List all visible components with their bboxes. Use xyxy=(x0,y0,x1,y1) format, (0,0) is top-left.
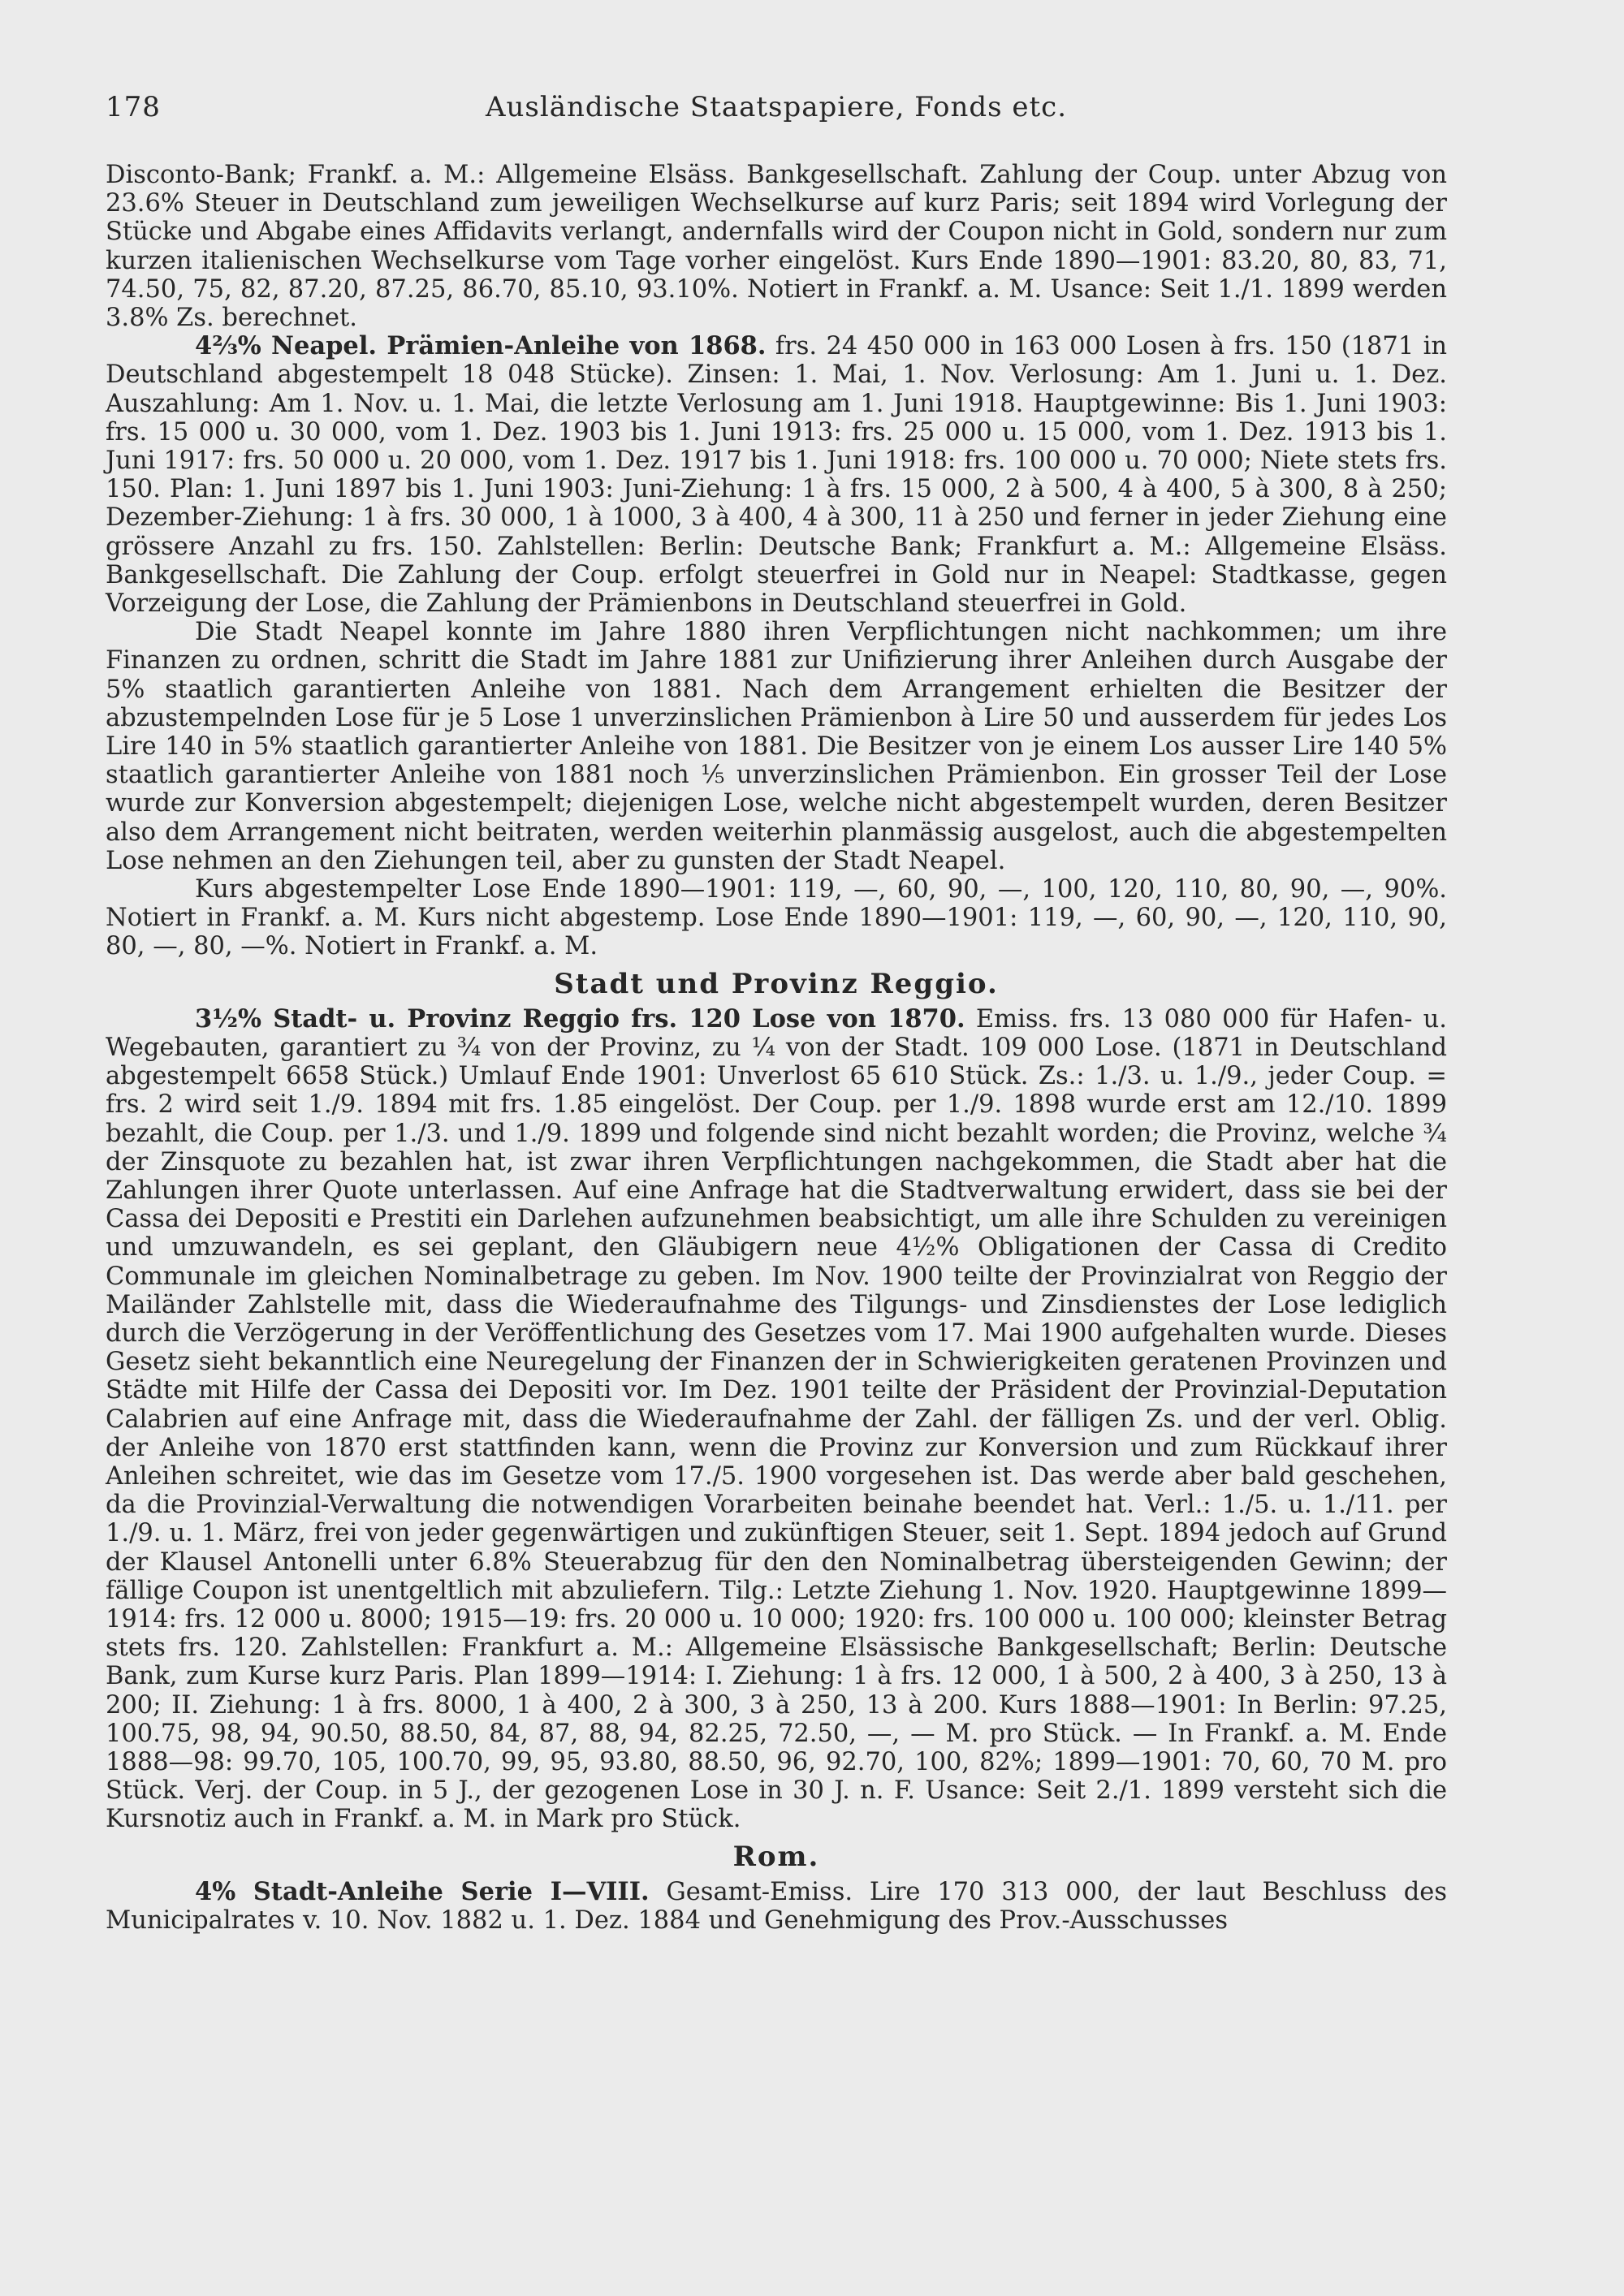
reggio-entry-title: 3½% Stadt- u. Provinz Reggio frs. 120 Lose von 1870. xyxy=(195,1003,965,1034)
rom-entry-text: Gesamt-Emiss. Lire 170 313 000, der laut Beschluss des Municipalrates v. 10. Nov. 1882 u. 1. Dez. 1884 und Genehmigung des Prov.-Ausschusses xyxy=(106,1877,1447,1935)
neapel-praemien-text: frs. 24 450 000 in 163 000 Losen à frs. 150 (1871 in Deutschland abgestempelt 18 048 Stücke). Zinsen: 1. Mai, 1. Nov. Verlosung: Am 1. Juni u. 1. Dez. Auszahlung: Am 1. Nov. u. 1. Mai, die letzte Verlosung am 1. Juni 1918. Hauptgewinne: Bis 1. Juni 1903: frs. 15 000 u. 30 000, vom 1. Dez. 1903 bis 1. Juni 1913: frs. 25 000 u. 15 000, vom 1. Dez. 1913 bis 1. Juni 1917: frs. 50 000 u. 20 000, vom 1. Dez. 1917 bis 1. Juni 1918: frs. 100 000 u. 70 000; Niete stets frs. 150. Plan: 1. Juni 1897 bis 1. Juni 1903: Juni-Ziehung: 1 à frs. 15 000, 2 à 500, 4 à 400, 5 à 300, 8 à 250; Dezember-Ziehung: 1 à frs. 30 000, 1 à 1000, 3 à 400, 4 à 300, 11 à 250 und ferner in jeder Ziehung eine grössere Anzahl zu frs. 150. Zahlstellen: Berlin: Deutsche Bank; Frankfurt a. M.: Allgemeine Elsäss. Bankgesellschaft. Die Zahlung der Coup. erfolgt steuerfrei in Gold nur in Neapel: Stadtkasse, gegen Vorzeigung der Lose, die Zahlung der Prämienbons in Deutschland steuerfrei in Gold. xyxy=(106,332,1448,619)
rom-section xyxy=(106,1878,1447,1935)
reggio-section xyxy=(106,1005,1447,1834)
neapel-section xyxy=(106,161,1447,961)
neapel-intro-paragraph: Disconto-Bank; Frankf. a. M.: Allgemeine Elsäss. Bankgesellschaft. Zahlung der Coup. unter Abzug von 23.6% Steuer in Deutschland zum jeweiligen Wechselkurse auf kurz Paris; seit 1894 wird Vorlegung der Stücke und Abgabe eines Affidavits verlangt, andernfalls wird der Coupon nicht in Gold, sondern nur zum kurzen italienischen Wechselkurse vom Tage vorher eingelöst. Kurs Ende 1890—1901: 83.20, 80, 83, 71, 74.50, 75, 82, 87.20, 87.25, 86.70, 85.10, 93.10%. Notiert in Frankf. a. M. Usance: Seit 1./1. 1899 werden 3.8% Zs. berechnet. xyxy=(106,161,1447,333)
reggio-entry-text: Emiss. frs. 13 080 000 für Hafen- u. Wegebauten, garantiert zu ¾ von der Provinz, zu ¼ von der Stadt. 109 000 Lose. (1871 in Deutschland abgestempelt 6658 Stück.) Umlauf Ende 1901: Unverlost 65 610 Stück. Zs.: 1./3. u. 1./9., jeder Coup. = frs. 2 wird seit 1./9. 1894 mit frs. 1.85 eingelöst. Der Coup. per 1./9. 1898 wurde erst am 12./10. 1899 bezahlt, die Coup. per 1./3. und 1./9. 1899 und folgende sind nicht bezahlt worden; die Provinz, welche ¾ der Zinsquote zu bezahlen hat, ist zwar ihren Verpflichtungen nachgekommen, die Stadt aber hat die Zahlungen ihrer Quote unterlassen. Auf eine Anfrage hat die Stadtverwaltung erwidert, dass sie bei der Cassa dei Depositi e Prestiti ein Darlehen aufzunehmen beabsichtigt, um alle ihre Schulden zu vereinigen und umzuwandeln, es sei geplant, den Gläubigern neue 4½% Obligationen der Cassa di Credito Communale im gleichen Nominalbetrage zu geben. Im Nov. 1900 teilte der Provinzialrat von Reggio der Mailänder Zahlstelle mit, dass die Wiederaufnahme des Tilgungs- und Zinsdienstes der Lose lediglich durch die Verzögerung in der Veröffentlichung des Gesetzes vom 17. Mai 1900 aufgehalten wurde. Dieses Gesetz sieht bekanntlich eine Neuregelung der Finanzen der in Schwierigkeiten geratenen Provinzen und Städte mit Hilfe der Cassa dei Depositi vor. Im Dez. 1901 teilte der Präsident der Provinzial-Deputation Calabrien auf eine Anfrage mit, dass die Wiederaufnahme der Zahl. der fälligen Zs. und der verl. Oblig. der Anleihe von 1870 erst stattfinden kann, wenn die Provinz zur Konversion und zum Rückkauf ihrer Anleihen schreitet, wie das im Gesetze vom 17./5. 1900 vorgesehen ist. Das werde aber bald geschehen, da die Provinzial-Verwaltung die notwendigen Vorarbeiten beinahe beendet hat. Verl.: 1./5. u. 1./11. per 1./9. u. 1. März, frei von jeder gegenwärtigen und zukünftigen Steuer, seit 1. Sept. 1894 jedoch auf Grund der Klausel Antonelli unter 6.8% Steuerabzug für den den Nominalbetrag übersteigenden Gewinn; der fällige Coupon ist unentgeltlich mit abzuliefern. Tilg.: Letzte Ziehung 1. Nov. 1920. Hauptgewinne 1899—1914: frs. 12 000 u. 8000; 1915—19: frs. 20 000 u. 10 000; 1920: frs. 100 000 u. 100 000; kleinster Betrag stets frs. 120. Zahlstellen: Frankfurt a. M.: Allgemeine Elsässische Bankgesellschaft; Berlin: Deutsche Bank, zum Kurse kurz Paris. Plan 1899—1914: I. Ziehung: 1 à frs. 12 000, 1 à 500, 2 à 400, 3 à 250, 13 à 200; II. Ziehung: 1 à frs. 8000, 1 à 400, 2 à 300, 3 à 250, 13 à 200. Kurs 1888—1901: In Berlin: 97.25, 100.75, 98, 94, 90.50, 88.50, 84, 87, 88, 94, 82.25, 72.50, —, — M. pro Stück. — In Frankf. a. M. Ende 1888—98: 99.70, 105, 100.70, 99, 95, 93.80, 88.50, 96, 92.70, 100, 82%; 1899—1901: 70, 60, 70 M. pro Stück. Verj. der Coup. in 5 J., der gezogenen Lose in 30 J. n. F. Usance: Seit 2./1. 1899 versteht sich die Kursnotiz auch in Frankf. a. M. in Mark pro Stück. xyxy=(106,1004,1447,1834)
rom-entry-title: 4% Stadt-Anleihe Serie I—VIII. xyxy=(195,1876,650,1906)
running-title: Ausländische Staatspapiere, Fonds etc. xyxy=(485,91,1068,123)
page-header xyxy=(106,91,1447,128)
neapel-praemien-paragraph xyxy=(106,332,1447,618)
rom-paragraph xyxy=(106,1878,1447,1935)
neapel-kurs-paragraph: Kurs abgestempelter Lose Ende 1890—1901: 119, —, 60, 90, —, 100, 120, 110, 80, 90, —, 90%. Notiert in Frankf. a. M. Kurs nicht abgestemp. Lose Ende 1890—1901: 119, —, 60, 90, —, 120, 110, 90, 80, —, 80, —%. Notiert in Frankf. a. M. xyxy=(106,875,1447,961)
reggio-heading: Stadt und Provinz Reggio. xyxy=(554,967,999,1000)
reggio-paragraph xyxy=(106,1005,1447,1834)
neapel-praemien-title: 4⅔% Neapel. Prämien-Anleihe von 1868. xyxy=(195,331,767,361)
rom-heading: Rom. xyxy=(732,1840,820,1873)
neapel-unification-paragraph: Die Stadt Neapel konnte im Jahre 1880 ihren Verpflichtungen nicht nachkommen; um ihre Finanzen zu ordnen, schritt die Stadt im Jahre 1881 zur Unifizierung ihrer Anleihen durch Ausgabe der 5% staatlich garantierten Anleihe von 1881. Nach dem Arrangement erhielten die Besitzer der abzustempelnden Lose für je 5 Lose 1 unverzinslichen Prämienbon à Lire 50 und ausserdem für jedes Los Lire 140 in 5% staatlich garantierter Anleihe von 1881. Die Besitzer von je einem Los ausser Lire 140 5% staatlich garantierter Anleihe von 1881 noch ⅕ unverzinslichen Prämienbon. Ein grosser Teil der Lose wurde zur Konversion abgestempelt; diejenigen Lose, welche nicht abgestempelt wurden, deren Besitzer also dem Arrangement nicht beitraten, werden weiterhin planmässig ausgelost, auch die abgestempelten Lose nehmen an den Ziehungen teil, aber zu gunsten der Stadt Neapel. xyxy=(106,618,1447,875)
page-number: 178 xyxy=(106,91,161,123)
